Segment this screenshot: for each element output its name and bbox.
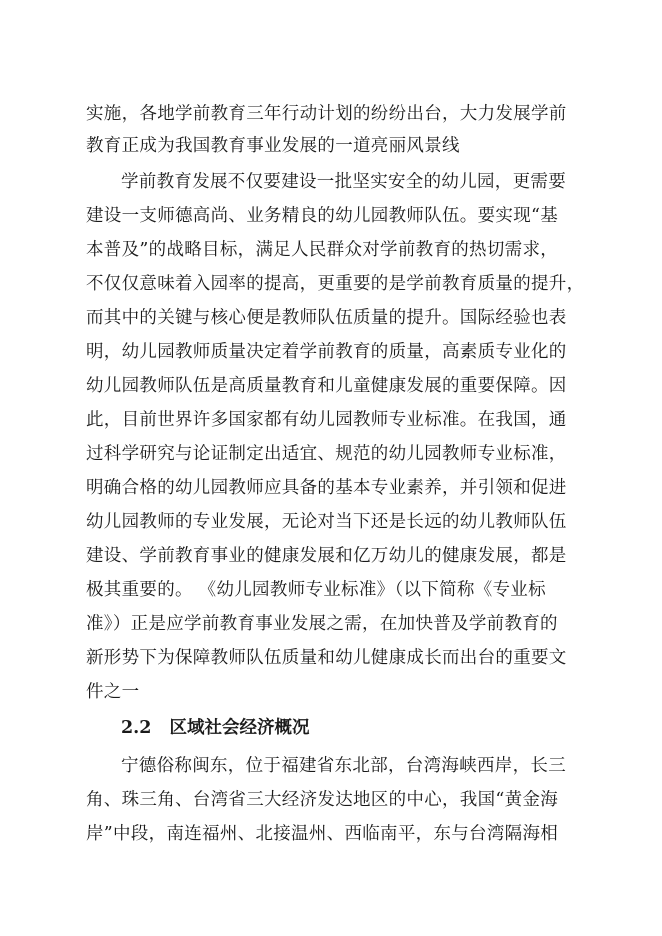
paragraph-2-line-7: 幼儿园教师队伍是高质量教育和儿童健康发展的重要保障。因	[86, 376, 567, 396]
paragraph-2-line-8: 此，目前世界许多国家都有幼儿园教师专业标准。在我国，通	[86, 410, 567, 430]
paragraph-1-line-2: 教育正成为我国教育事业发展的一道亮丽风景线	[86, 136, 460, 156]
section-paragraph-line-2: 角、珠三角、台湾省三大经济发达地区的中心，我国“黄金海	[86, 790, 559, 810]
paragraph-2-line-1: 学前教育发展不仅要建设一批坚实安全的幼儿园，更需要	[121, 172, 566, 192]
section-heading	[121, 713, 309, 743]
paragraph-2-line-10: 明确合格的幼儿园教师应具备的基本专业素养，并引领和促进	[86, 478, 567, 498]
paragraph-2-line-16: 件之一	[86, 682, 140, 702]
paragraph-2-line-11: 幼儿园教师的专业发展，无论对当下还是长远的幼儿教师队伍	[86, 512, 567, 532]
paragraph-2-line-5: 而其中的关键与核心便是教师队伍质量的提升。国际经验也表	[86, 308, 567, 328]
section-paragraph-line-3: 岸”中段，南连福州、北接温州、西临南平，东与台湾隔海相	[86, 824, 559, 844]
paragraph-2-line-9: 过科学研究与论证制定出适宜、规范的幼儿园教师专业标准，	[86, 444, 567, 464]
paragraph-2-line-15: 新形势下为保障教师队伍质量和幼儿健康成长而出台的重要文	[86, 648, 567, 668]
paragraph-2-line-12: 建设、学前教育事业的健康发展和亿万幼儿的健康发展，都是	[86, 546, 567, 566]
section-number: 2.2	[121, 718, 152, 738]
paragraph-1-line-1: 实施，各地学前教育三年行动计划的纷纷出台，大力发展学前	[86, 104, 567, 124]
paragraph-2-line-6: 明，幼儿园教师质量决定着学前教育的质量，高素质专业化的	[86, 342, 567, 362]
paragraph-2-line-14: 准》）正是应学前教育事业发展之需，在加快普及学前教育的	[86, 614, 558, 634]
paragraph-2-line-2: 建设一支师德高尚、业务精良的幼儿园教师队伍。要实现“基	[86, 206, 559, 226]
section-title: 区域社会经济概况	[169, 718, 310, 738]
section-paragraph-line-1: 宁德俗称闽东，位于福建省东北部，台湾海峡西岸，长三	[121, 756, 566, 776]
paragraph-2-line-4: 不仅仅意味着入园率的提高，更重要的是学前教育质量的提升，	[86, 274, 585, 294]
paragraph-2-line-13: 极其重要的。 《幼儿园教师专业标准》（以下简称《专业标	[86, 580, 546, 600]
paragraph-2-line-3: 本普及”的战略目标，满足人民群众对学前教育的热切需求，	[86, 240, 559, 260]
